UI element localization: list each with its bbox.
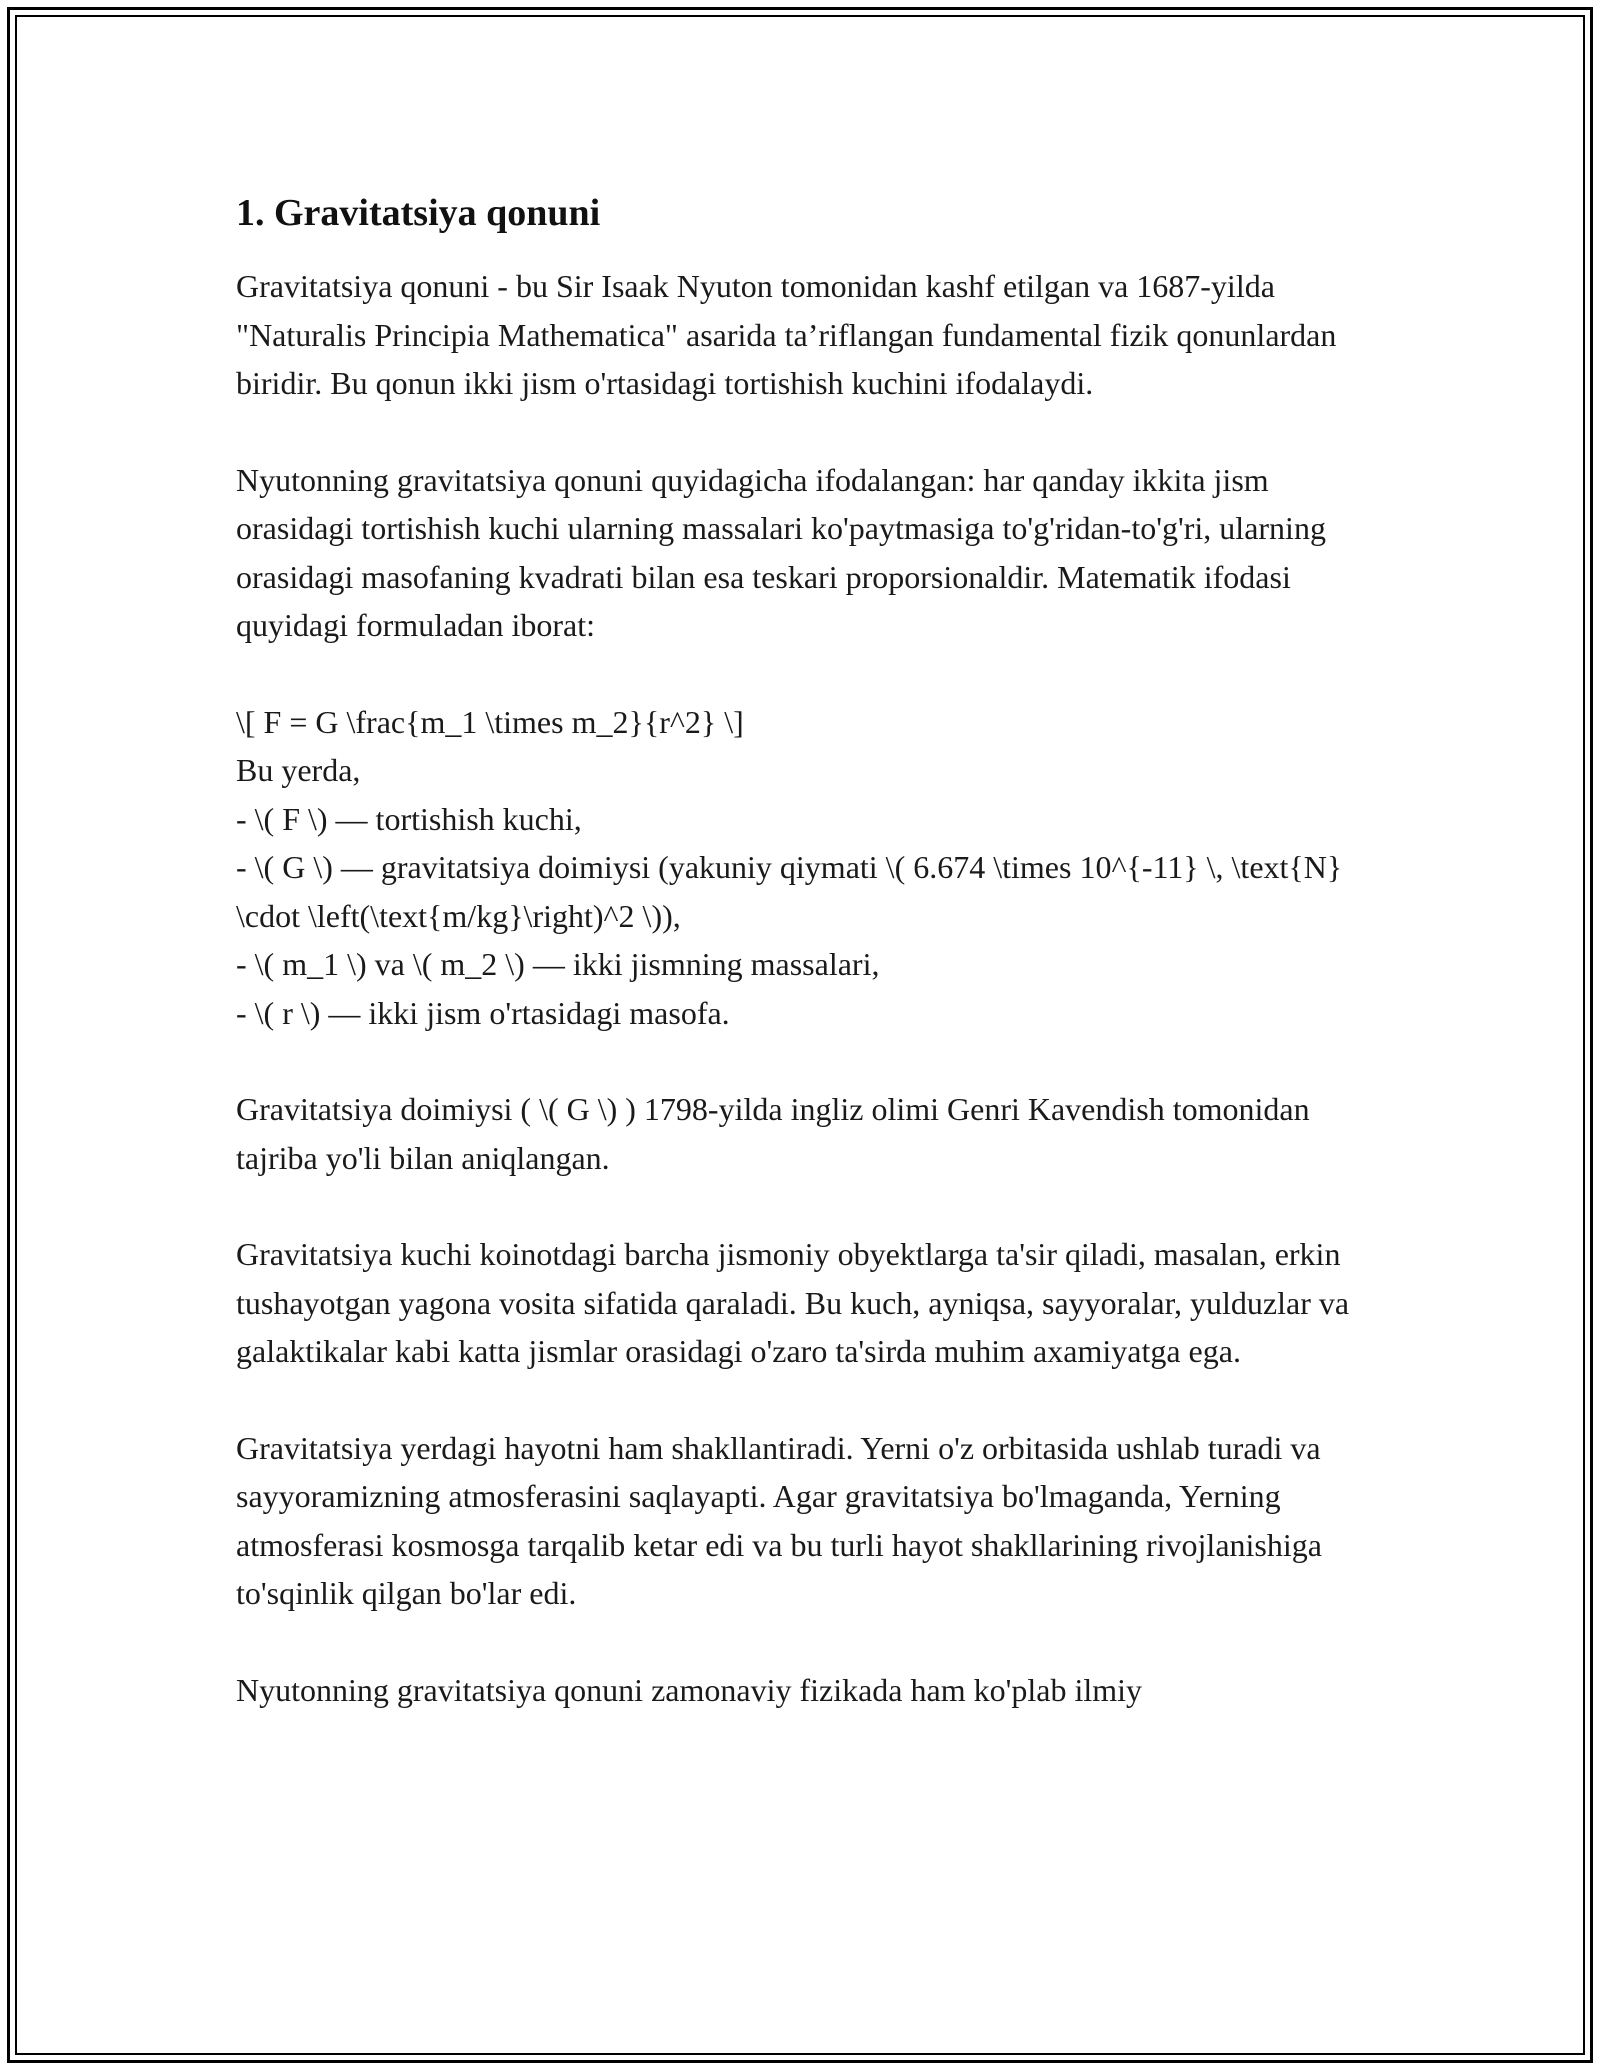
- paragraph-law-statement: Nyutonning gravitatsiya qonuni quyidagicha ifodalangan: har qanday ikkita jism orasidagi tortishish kuchi ularning massalari ko'paytmasiga to'g'ridan-to'g'ri, ularning orasidagi masofaning kvadrati bilan esa teskari proporsionaldir. Matematik ifodasi quyidagi formuladan iborat:: [236, 461, 1326, 643]
- definition-item-masses: - \( m_1 \) va \( m_2 \) — ikki jismning massalari,: [236, 946, 880, 982]
- paragraph-cavendish: Gravitatsiya doimiysi ( \( G \) ) 1798-yilda ingliz olimi Genri Kavendish tomonidan tajriba yo'li bilan aniqlangan.: [236, 1091, 1310, 1176]
- paragraph-modern-physics: Nyutonning gravitatsiya qonuni zamonaviy fizikada ham ko'plab ilmiy: [236, 1671, 1143, 1708]
- definitions-list: [236, 746, 1386, 1037]
- gravitation-formula: \[ F = G \frac{m_1 \times m_2}{r^2} \]: [236, 703, 744, 740]
- definitions-intro: Bu yerda,: [236, 752, 361, 788]
- definition-item-constant: - \( G \) — gravitatsiya doimiysi (yakuniy qiymati \( 6.674 \times 10^{-11} \, \text{N} \cdot \left(\text{m/kg}\right)^2 \)),: [236, 849, 1343, 934]
- definition-item-distance: - \( r \) — ikki jism o'rtasidagi masofa.: [236, 994, 730, 1031]
- document-body: [236, 186, 1386, 1714]
- section-heading: 1. Gravitatsiya qonuni: [236, 192, 601, 234]
- paragraph-life-on-earth: Gravitatsiya yerdagi hayotni ham shakllantiradi. Yerni o'z orbitasida ushlab turadi va sayyoramizning atmosferasini saqlayapti. Agar gravitatsiya bo'lmaganda, Yerning atmosferasi kosmosga tarqalib ketar edi va bu turli hayot shakllarining rivojlanishiga to'sqinlik qilgan bo'lar edi.: [236, 1429, 1322, 1611]
- definition-item-force: - \( F \) — tortishish kuchi,: [236, 800, 582, 837]
- paragraph-intro: Gravitatsiya qonuni - bu Sir Isaak Nyuton tomonidan kashf etilgan va 1687-yilda "Naturalis Principia Mathematica" asarida ta’riflangan fundamental fizik qonunlardan biridir. Bu qonun ikki jism o'rtasidagi tortishish kuchini ifodalaydi.: [236, 268, 1337, 401]
- paragraph-universal-effect: Gravitatsiya kuchi koinotdagi barcha jismoniy obyektlarga ta'sir qiladi, masalan, erkin tushayotgan yagona vosita sifatida qaraladi. Bu kuch, ayniqsa, sayyoralar, yulduzlar va galaktikalar kabi katta jismlar orasidagi o'zaro ta'sirda muhim axamiyatga ega.: [236, 1236, 1350, 1369]
